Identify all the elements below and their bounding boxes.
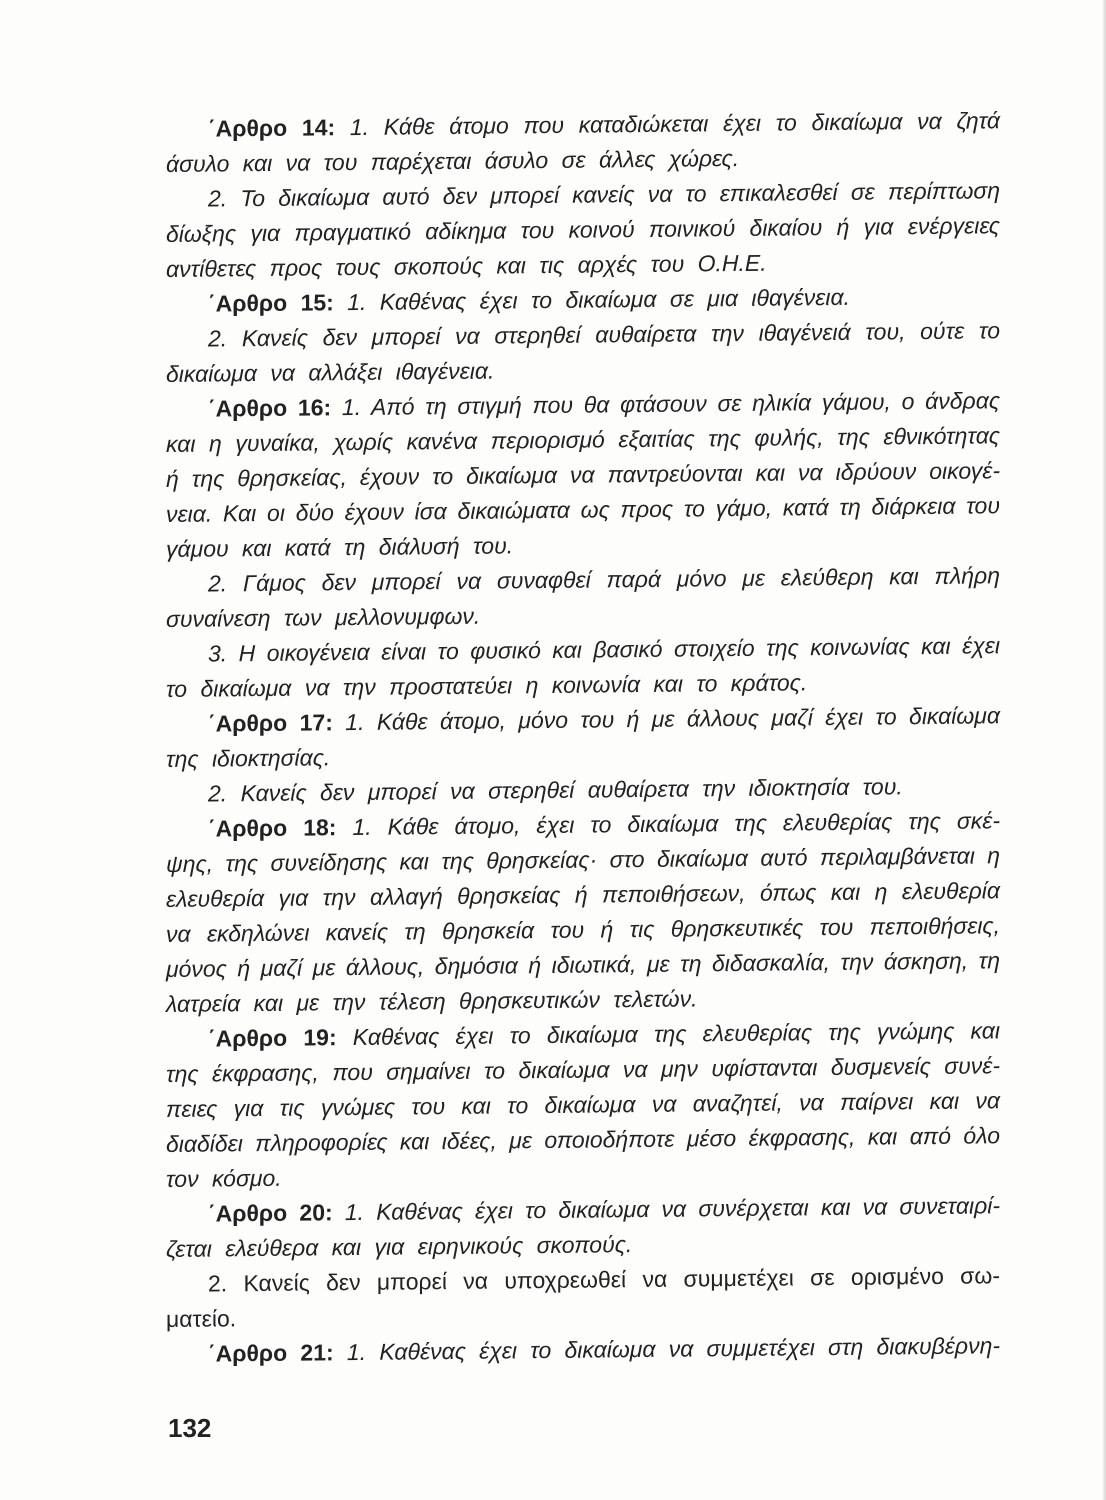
line-text: ζεται ελεύθερα και για ειρηνικούς σκοπούς. [166,1231,633,1262]
line-text: άσυλο και να του παρέχεται άσυλο σε άλλες χώρες. [166,144,740,177]
line-text: 1. Κάθε άτομο που καταδιώκεται έχει το δικαίωμα να ζητά [349,107,1001,141]
line-text: το δικαίωμα να την προστατεύει η κοινωνία και το κράτος. [166,669,808,702]
article-heading: ΄Αρθρο 18: [208,814,337,842]
paragraph [166,803,1000,1022]
line-text: διαδίδει πληροφορίες και ιδέες, με οποιοδήποτε μέσο έκφρασης, και από όλο [166,1122,1000,1157]
line-text: δικαίωμα να αλλάξει ιθαγένεια. [166,357,495,387]
line-text: 2. Το δικαίωμα αυτό δεν μπορεί κανείς να το επικαλεσθεί σε περίπτωση [208,177,1000,212]
line-text: 1. Καθένας έχει το δικαίωμα να συμμετέχει στη διακυβέρνη- [346,1332,1001,1366]
paragraph [166,698,1000,777]
paragraph [166,383,1000,567]
line-text: να εκδηλώνει κανείς τη θρησκεία του ή τις θρησκευτικές του πεποιθήσεις, [166,912,1000,947]
line-text: συναίνεση των μελλονυμφων. [166,602,481,632]
line-text: της έκφρασης, που σημαίνει το δικαίωμα να μην υφίστανται δυσμενείς συνέ- [166,1052,1000,1087]
line-text: 1. Από τη στιγμή που θα φτάσουν σε ηλικία γάμου, ο άνδρας [341,387,1001,421]
article-14 [166,103,1000,287]
article-heading: ΄Αρθρο 15: [208,289,334,317]
paragraph [166,173,1000,287]
line-text: ή της θρησκείας, έχουν το δικαίωμα να παντρεύονται και να ιδρύουν οικογέ- [166,457,1000,492]
line-text: νεια. Και οι δύο έχουν ίσα δικαιώματα ως προς το γάμο, κατά τη διάρκεια του [166,492,1000,527]
scan-edge-shadow [1102,0,1106,1500]
article-heading: ΄Αρθρο 14: [208,114,336,142]
line-text: ματείο. [166,1305,237,1332]
article-19 [166,1013,1000,1197]
line-text: και η γυναίκα, χωρίς κανένα περιορισμό εξαιτίας της φυλής, της εθνικότητας [166,422,1000,457]
line-text: της ιδιοκτησίας. [166,744,331,772]
line-text: δίωξης για πραγματικό αδίκημα του κοινού ποινικού δικαίου ή για ενέργειες [166,212,1000,247]
line-text: 2. Κανείς δεν μπορεί να στερηθεί αυθαίρετα την ιδιοκτησία του. [208,773,903,807]
article-18 [166,803,1000,1022]
article-heading: ΄Αρθρο 19: [208,1024,337,1052]
article-21 [166,1328,1000,1372]
line-text: Καθένας έχει το δικαίωμα της ελευθερίας της γνώμης και [352,1017,1001,1051]
paragraph [166,103,1000,182]
line-text: 1. Καθένας έχει το δικαίωμα να συνέρχεται και να συνεταιρί- [344,1192,1001,1226]
paragraph [166,1328,1000,1372]
article-heading: ΄Αρθρο 21: [208,1339,334,1367]
line-text: 2. Γάμος δεν μπορεί να συναφθεί παρά μόνο με ελεύθερη και πλήρη [208,562,1000,597]
line-text: 2. Κανείς δεν μπορεί να υποχρεωθεί να συμμετέχει σε ορισμένο σω- [208,1262,1000,1297]
article-20 [166,1188,1000,1337]
article-heading: ΄Αρθρο 16: [208,394,332,422]
article-heading: ΄Αρθρο 17: [208,709,333,737]
line-text: τον κόσμο. [166,1164,282,1192]
line-text: 3. Η οικογένεια είναι το φυσικό και βασικό στοιχείο της κοινωνίας και έχει [208,632,1000,667]
body-text [166,103,1000,1372]
line-text: 2. Κανείς δεν μπορεί να στερηθεί αυθαίρετα την ιθαγένειά του, ούτε το [208,317,1000,352]
text-line [166,1328,1000,1372]
article-15 [166,278,1000,392]
article-16 [166,383,1000,707]
line-text: γάμου και κατά τη διάλυσή του. [166,532,514,562]
paragraph [166,1013,1000,1197]
article-17 [166,698,1000,812]
line-text: πειες για τις γνώμες του και το δικαίωμα να αναζητεί, να παίρνει και να [166,1087,1000,1122]
line-text: ελευθερία για την αλλαγή θρησκείας ή πεποιθήσεων, όπως και η ελευθερία [166,877,1000,912]
line-text: 1. Κάθε άτομο, μόνο του ή με άλλους μαζί έχει το δικαίωμα [345,702,1000,736]
line-text: ψης, της συνείδησης και της θρησκείας· στο δικαίωμα αυτό περιλαμβάνεται η [166,842,1000,877]
paragraph [166,1188,1000,1267]
line-text: μόνος ή μαζί με άλλους, δημόσια ή ιδιωτικά, με τη διδασκαλία, την άσκηση, τη [166,947,1000,982]
page-number: 132 [168,1413,212,1443]
paragraph [166,558,1000,637]
line-text: 1. Κάθε άτομο, έχει το δικαίωμα της ελευθερίας της σκέ- [352,807,1000,841]
line-text: 1. Καθένας έχει το δικαίωμα σε μια ιθαγένεια. [347,283,850,316]
article-heading: ΄Αρθρο 20: [208,1199,333,1227]
paragraph [166,1258,1000,1337]
paragraph [166,313,1000,392]
line-text: αντίθετες προς τους σκοπούς και τις αρχές του Ο.Η.Ε. [166,249,767,282]
line-text: λατρεία και με την τέλεση θρησκευτικών τελετών. [166,985,698,1017]
paragraph [166,628,1000,707]
